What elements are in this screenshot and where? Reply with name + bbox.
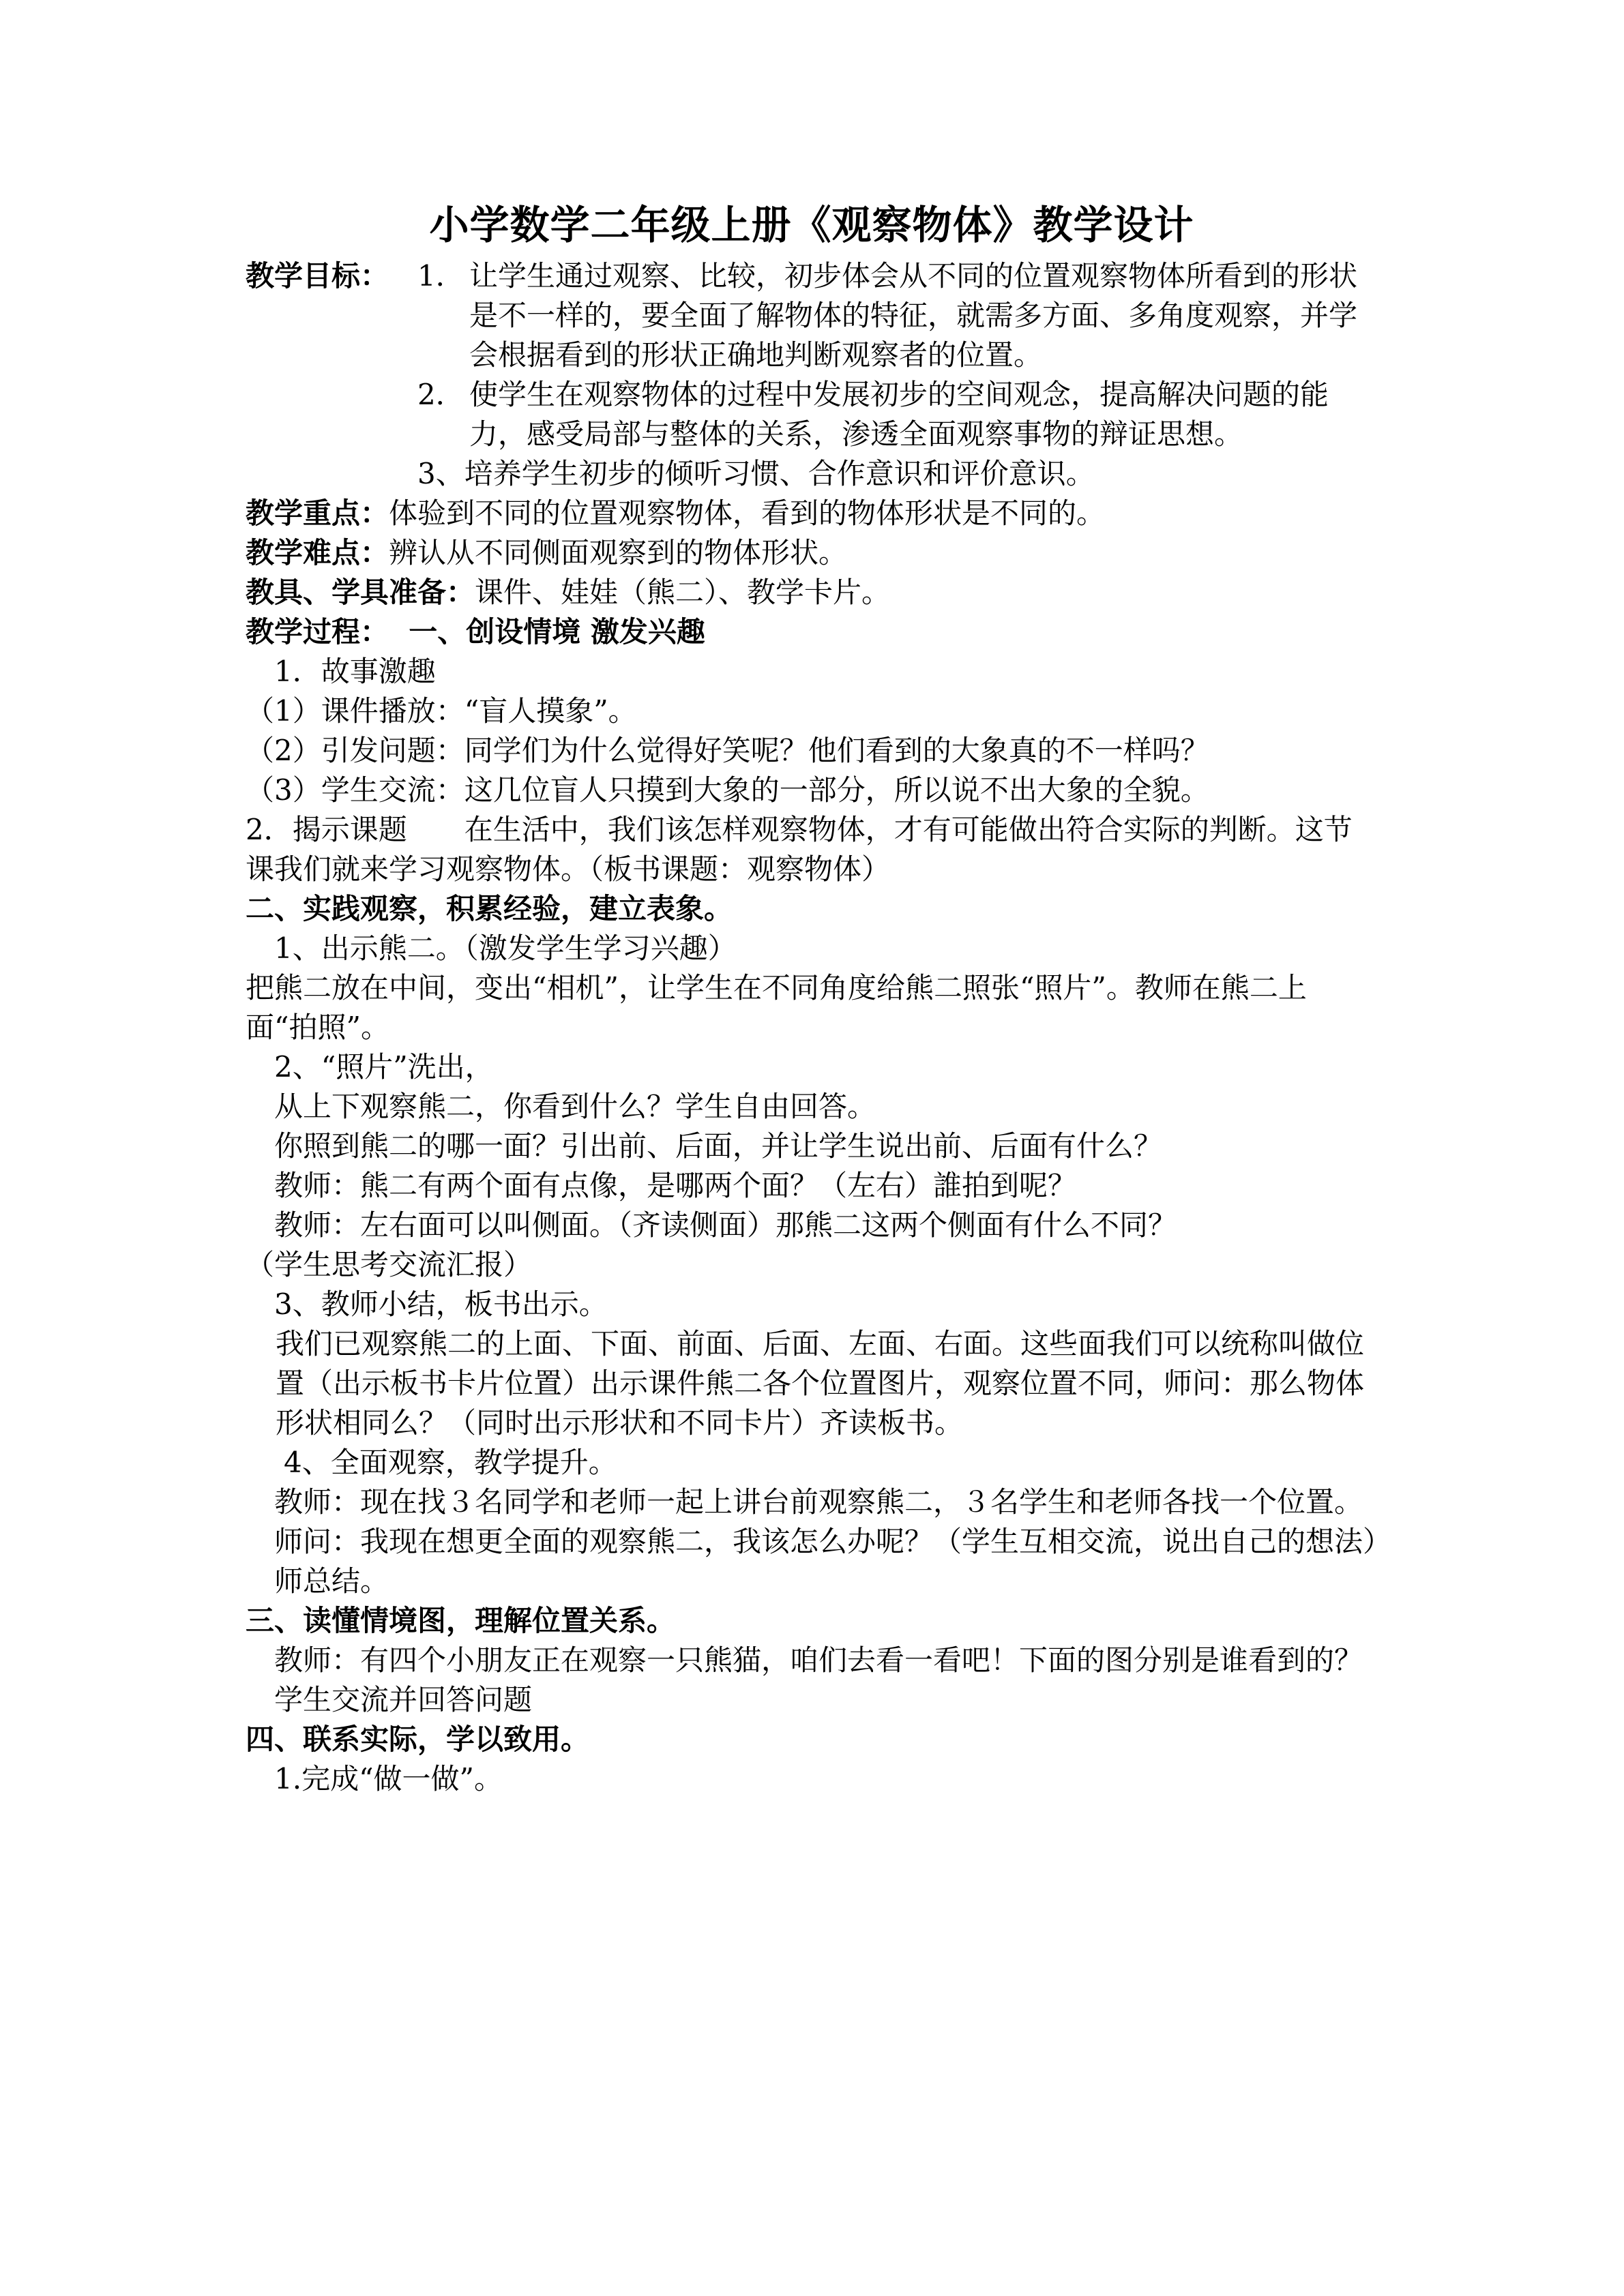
section-3-heading: 三、读懂情境图，理解位置关系。 xyxy=(246,1604,676,1637)
s2-l6: 教师：熊二有两个面有点像，是哪两个面？（左右）誰拍到呢？ xyxy=(274,1169,1077,1202)
s1-p1: （1）课件播放：“盲人摸象”。 xyxy=(246,694,637,728)
difficulty-text: 辨认从不同侧面观察到的物体形状。 xyxy=(389,536,848,569)
objective-item-1 xyxy=(417,256,1357,375)
s2-l9: 3、教师小结，板书出示。 xyxy=(274,1287,608,1321)
s1-p2: （2）引发问题：同学们为什么觉得好笑呢？他们看到的大象真的不一样吗？ xyxy=(246,734,1209,767)
s2-l4: 从上下观察熊二，你看到什么？学生自由回答。 xyxy=(274,1090,876,1123)
key-point-text: 体验到不同的位置观察物体，看到的物体形状是不同的。 xyxy=(389,496,1106,530)
tools-text: 课件、娃娃（熊二）、教学卡片。 xyxy=(475,576,891,609)
objective-number: 1． xyxy=(417,259,464,293)
process-heading xyxy=(246,612,1378,652)
key-point-label: 教学重点： xyxy=(246,496,389,530)
document-title: 小学数学二年级上册《观察物体》教学设计 xyxy=(429,202,1194,248)
process-label: 教学过程： xyxy=(246,615,389,648)
s3-l1: 教师：有四个小朋友正在观察一只熊猫，咱们去看一看吧！下面的图分别是谁看到的？学生交流并回答问题 xyxy=(274,1643,1363,1716)
objective-number: 2． xyxy=(417,378,464,411)
s2-l3: 2、“照片”洗出， xyxy=(274,1050,494,1084)
s2-l5: 你照到熊二的哪一面？引出前、后面，并让学生说出前、后面有什么？ xyxy=(274,1129,1163,1163)
objectives-section xyxy=(246,256,1378,494)
objectives-list xyxy=(417,256,1378,494)
s2-l10: 我们已观察熊二的上面、下面、前面、后面、左面、右面。这些面我们可以统称叫做位置（出示板书卡片位置）出示课件熊二各个位置图片，观察位置不同，师问：那么物体形状相同么？（同时出示形状和不同卡片）齐读板书。 xyxy=(276,1327,1365,1440)
objective-item-2 xyxy=(417,375,1357,454)
objective-text: 让学生通过观察、比较，初步体会从不同的位置观察物体所看到的形状是不一样的，要全面了解物体的特征，就需多方面、多角度观察，并学会根据看到的形状正确地判断观察者的位置。 xyxy=(469,259,1358,372)
s1-p3: （3）学生交流：这几位盲人只摸到大象的一部分，所以说不出大象的全貌。 xyxy=(246,773,1209,807)
s2-l11: 4、全面观察，教学提升。 xyxy=(284,1446,617,1479)
s1-sub2: 2．揭示课题 在生活中，我们该怎样观察物体，才有可能做出符合实际的判断。这节课我们就来学习观察物体。（板书课题：观察物体） xyxy=(246,813,1353,886)
s1-sub1: 1．故事激趣 xyxy=(274,655,436,688)
s4-l1: 1.完成“做一做”。 xyxy=(274,1762,503,1795)
tools-label: 教具、学具准备： xyxy=(246,576,475,609)
difficulty-label: 教学难点： xyxy=(246,536,389,569)
key-point xyxy=(246,494,1378,533)
difficulty xyxy=(246,533,1378,573)
section-1-heading: 一、创设情境 激发兴趣 xyxy=(409,615,705,648)
objective-text: 使学生在观察物体的过程中发展初步的空间观念，提高解决问题的能力，感受局部与整体的关系，渗透全面观察事物的辩证思想。 xyxy=(469,378,1329,451)
document-body xyxy=(246,198,1378,1799)
s2-l2: 把熊二放在中间，变出“相机”，让学生在不同角度给熊二照张“照片”。教师在熊二上面“拍照”。 xyxy=(246,971,1307,1044)
section-2-heading: 二、实践观察，积累经验，建立表象。 xyxy=(246,892,733,925)
s2-l7: 教师：左右面可以叫侧面。（齐读侧面）那熊二这两个侧面有什么不同？ xyxy=(274,1208,1177,1242)
s2-l8: （学生思考交流汇报） xyxy=(246,1248,533,1281)
section-4-heading: 四、联系实际，学以致用。 xyxy=(246,1723,590,1756)
s2-l1: 1、出示熊二。（激发学生学习兴趣） xyxy=(274,931,737,965)
objectives-label: 教学目标： xyxy=(246,259,389,293)
tools xyxy=(246,573,1378,612)
objective-item-3: 3、培养学生初步的倾听习惯、合作意识和评价意识。 xyxy=(417,457,1095,490)
s2-l12: 教师：现在找３名同学和老师一起上讲台前观察熊二，３名学生和老师各找一个位置。师问：我现在想更全面的观察熊二，我该怎么办呢？（学生互相交流，说出自己的想法）师总结。 xyxy=(274,1485,1378,1598)
